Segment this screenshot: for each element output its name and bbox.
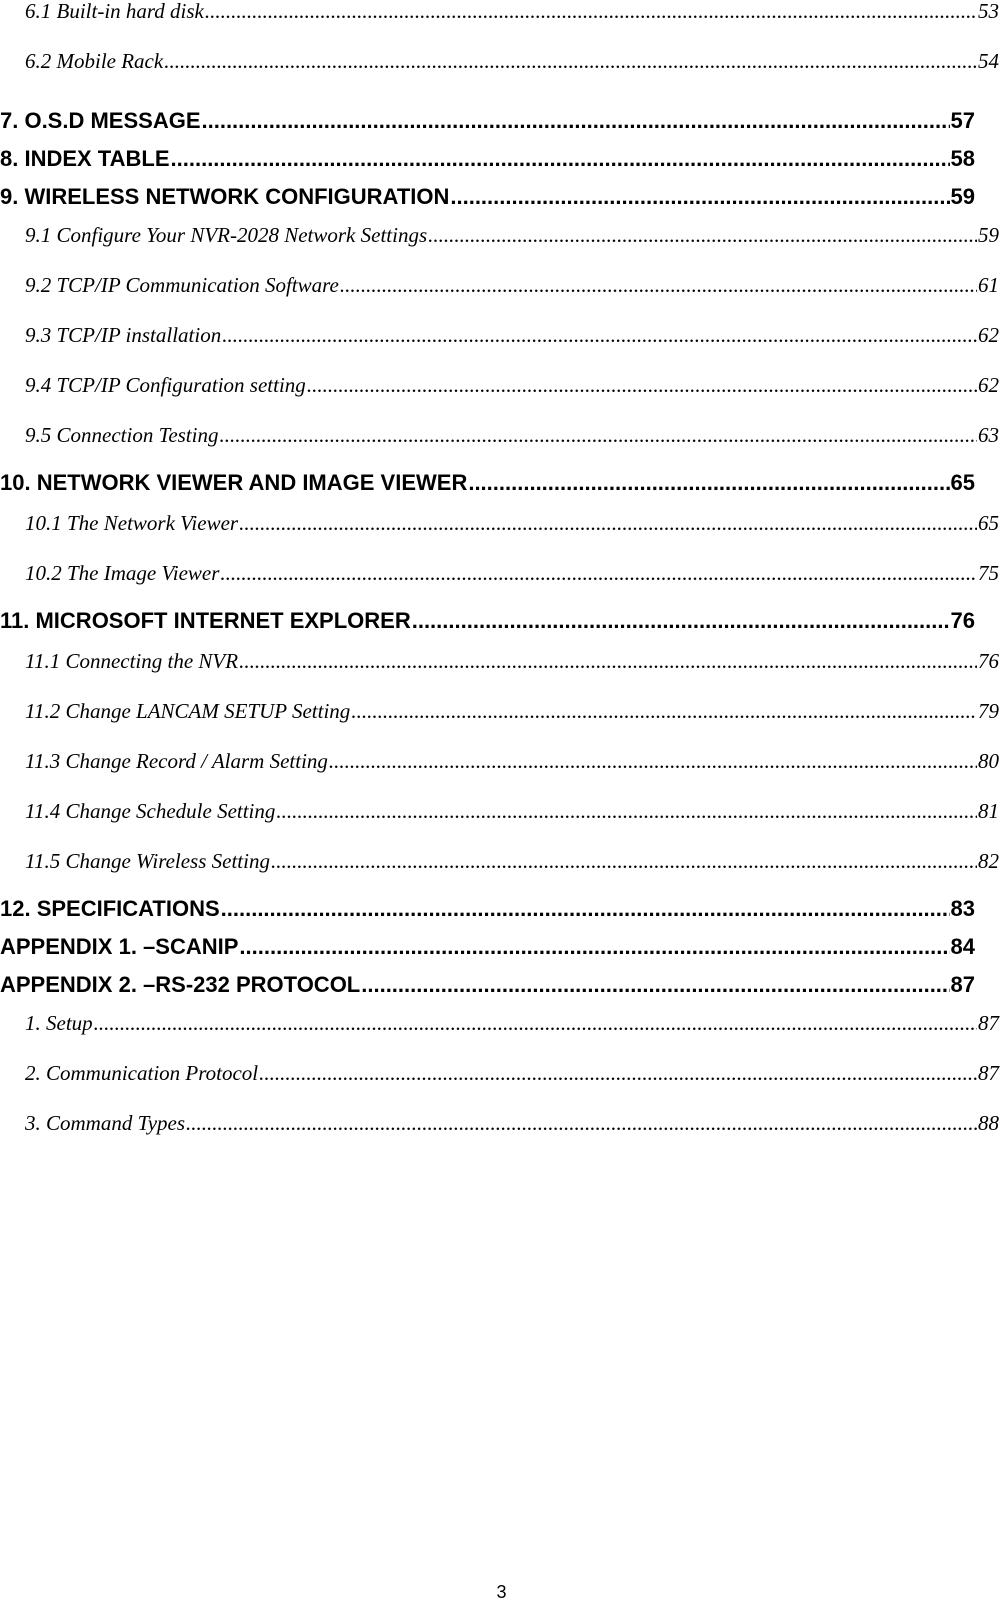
toc-leader-dots [276,800,977,822]
toc-entry-page: 53 [978,0,999,23]
toc-entry-title: 9.1 Configure Your NVR-2028 Network Settings [25,224,428,247]
toc-entry-title: 11.4 Change Schedule Setting [25,800,276,823]
toc-leader-dots [412,610,950,632]
toc-entry[interactable] [0,324,1003,374]
toc-chapter-title: APPENDIX 2. –RS-232 PROTOCOL [0,972,361,997]
toc-leader-dots [239,936,949,958]
toc-leader-dots [220,562,977,584]
toc-entry[interactable] [0,0,1003,50]
toc-entry-page: 62 [978,374,999,397]
toc-chapter[interactable] [0,176,1003,224]
toc-entry-title: 1. Setup [25,1012,93,1035]
toc-chapter-title: 12. SPECIFICATIONS [0,896,220,921]
toc-entry-page: 79 [978,700,999,723]
toc-entry[interactable] [0,800,1003,850]
toc-entry-title: 9.3 TCP/IP installation [25,324,222,347]
toc-leader-dots [222,324,977,346]
toc-leader-dots [351,700,977,722]
toc-entry[interactable] [0,224,1003,274]
toc-entry-title: 9.4 TCP/IP Configuration setting [25,374,306,397]
toc-chapter[interactable] [0,888,1003,926]
toc-entry-page: 65 [978,512,999,535]
toc-leader-dots [450,186,949,208]
toc-entry-title: 11.5 Change Wireless Setting [25,850,270,873]
toc-chapter[interactable] [0,926,1003,964]
toc-leader-dots [468,472,949,494]
toc-entry-title: 3. Command Types [25,1112,186,1135]
toc-chapter-page: 57 [950,108,975,133]
toc-entry-page: 82 [978,850,999,873]
toc-leader-dots [164,50,977,72]
toc-entry[interactable] [0,512,1003,562]
toc-chapter-page: 83 [950,896,975,921]
toc-entry[interactable] [0,1062,1003,1112]
toc-entry-title: 11.3 Change Record / Alarm Setting [25,750,328,773]
toc-entry-title: 2. Communication Protocol [25,1062,259,1085]
toc-entry-page: 63 [978,424,999,447]
toc-chapter-page: 59 [950,184,975,209]
toc-entry[interactable] [0,374,1003,424]
toc-leader-dots [259,1062,977,1084]
toc-entry-page: 80 [978,750,999,773]
toc-entry-page: 54 [978,50,999,73]
toc-chapter-title: 10. NETWORK VIEWER AND IMAGE VIEWER [0,470,468,495]
toc-leader-dots [239,650,977,672]
toc-chapter-page: 87 [950,972,975,997]
toc-leader-dots [361,974,949,996]
toc-entry[interactable] [0,50,1003,100]
toc-chapter[interactable] [0,964,1003,1012]
toc-chapter-title: APPENDIX 1. –SCANIP [0,934,239,959]
toc-entry-title: 11.1 Connecting the NVR [25,650,239,673]
toc-entry-title: 11.2 Change LANCAM SETUP Setting [25,700,351,723]
toc-entry[interactable] [0,850,1003,888]
toc-leader-dots [329,750,977,772]
toc-chapter-title: 9. WIRELESS NETWORK CONFIGURATION [0,184,450,209]
toc-entry-page: 88 [978,1112,999,1135]
toc-leader-dots [340,274,977,296]
toc-chapter[interactable] [0,462,1003,512]
toc-entry[interactable] [0,1012,1003,1062]
toc-chapter-title: 7. O.S.D MESSAGE [0,108,201,133]
toc-chapter-page: 76 [950,608,975,633]
toc-entry-title: 6.2 Mobile Rack [25,50,164,73]
toc-chapter[interactable] [0,100,1003,138]
toc-chapter-page: 84 [950,934,975,959]
toc-entry-page: 76 [978,650,999,673]
toc-leader-dots [428,224,977,246]
toc-chapter-page: 58 [950,146,975,171]
toc-leader-dots [171,148,950,170]
toc-entry-page: 61 [978,274,999,297]
toc-entry-page: 87 [978,1012,999,1035]
toc-leader-dots [307,374,977,396]
toc-entry[interactable] [0,700,1003,750]
toc-chapter-page: 65 [950,470,975,495]
toc-leader-dots [239,512,977,534]
toc-entry[interactable] [0,750,1003,800]
toc-entry-title: 6.1 Built-in hard disk [25,0,204,23]
toc-leader-dots [94,1012,977,1034]
toc-entry[interactable] [0,650,1003,700]
toc-entry-page: 81 [978,800,999,823]
toc-entry-title: 10.2 The Image Viewer [25,562,220,585]
toc-leader-dots [202,110,950,132]
page-number: 3 [496,1582,507,1602]
toc-leader-dots [221,898,950,920]
toc-entry-title: 10.1 The Network Viewer [25,512,239,535]
toc-entry-page: 59 [978,224,999,247]
toc-entry[interactable] [0,424,1003,462]
toc-entry-title: 9.2 TCP/IP Communication Software [25,274,339,297]
toc-entry[interactable] [0,274,1003,324]
toc-chapter[interactable] [0,600,1003,650]
toc-entry[interactable] [0,1112,1003,1162]
toc-entry[interactable] [0,562,1003,600]
toc-entry-title: 9.5 Connection Testing [25,424,219,447]
toc-leader-dots [271,850,977,872]
toc-chapter-title: 8. INDEX TABLE [0,146,170,171]
toc-entry-page: 87 [978,1062,999,1085]
toc-entry-page: 62 [978,324,999,347]
toc-leader-dots [205,0,977,22]
toc-leader-dots [186,1112,977,1134]
toc-chapter-title: 11. MICROSOFT INTERNET EXPLORER [0,608,411,633]
toc-chapter[interactable] [0,138,1003,176]
toc-entry-page: 75 [978,562,999,585]
toc-leader-dots [219,424,977,446]
